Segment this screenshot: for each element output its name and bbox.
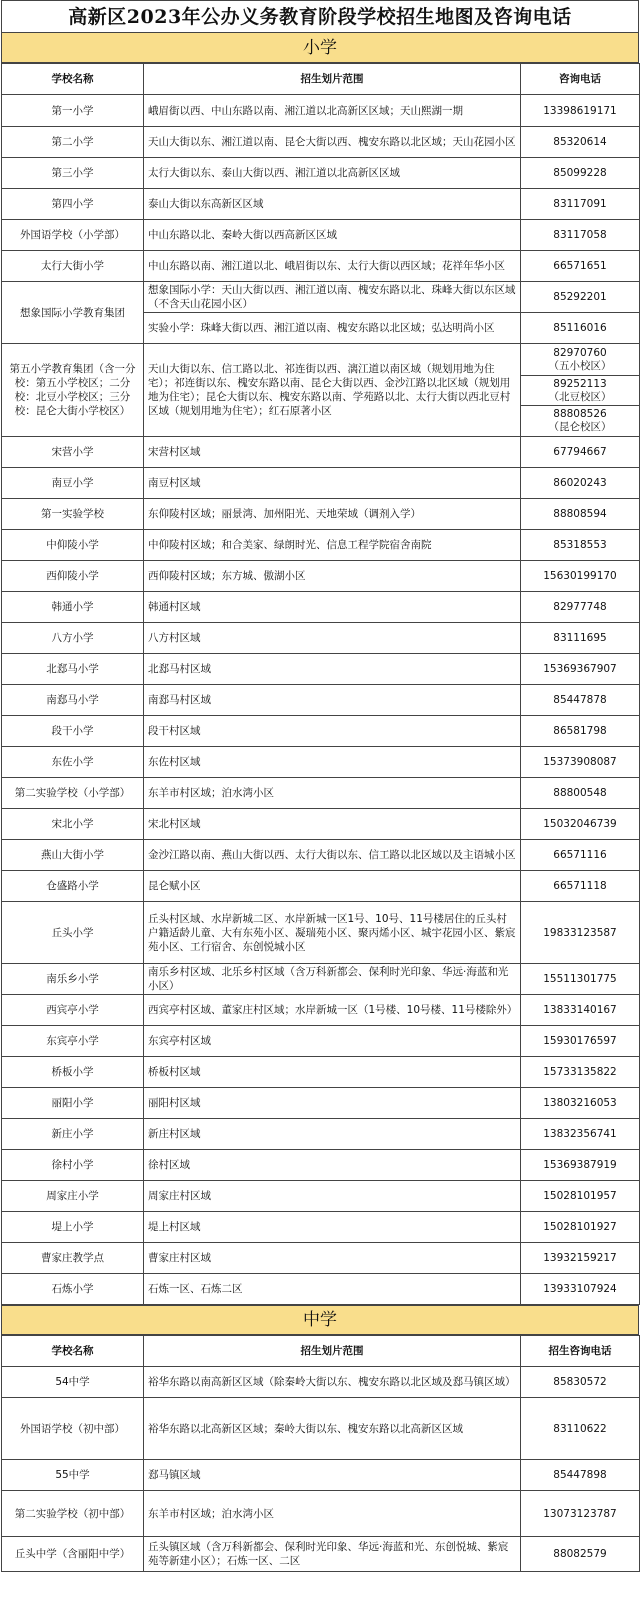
column-header-range: 招生划片范围 bbox=[144, 64, 521, 95]
table-row bbox=[2, 592, 640, 623]
section-header-primary: 小学 bbox=[1, 32, 639, 63]
table-row bbox=[2, 530, 640, 561]
consult-phone: 15369367907 bbox=[521, 654, 640, 685]
consult-phone: 85116016 bbox=[521, 313, 640, 344]
consult-phone: 85318553 bbox=[521, 530, 640, 561]
consult-phone bbox=[521, 345, 639, 375]
school-name: 段干小学 bbox=[2, 716, 144, 747]
consult-phone: 15028101927 bbox=[521, 1212, 640, 1243]
table-row bbox=[2, 1274, 640, 1305]
table-row bbox=[2, 344, 640, 437]
enrollment-range: 桥板村区域 bbox=[144, 1057, 521, 1088]
column-header-range: 招生划片范围 bbox=[144, 1336, 521, 1367]
section-header-middle: 中学 bbox=[1, 1305, 639, 1335]
table-row bbox=[2, 1537, 640, 1572]
table-row bbox=[2, 654, 640, 685]
consult-phone: 86581798 bbox=[521, 716, 640, 747]
consult-phone: 15930176597 bbox=[521, 1026, 640, 1057]
consult-phone: 15032046739 bbox=[521, 809, 640, 840]
page-title: 高新区2023年公办义务教育阶段学校招生地图及咨询电话 bbox=[1, 0, 639, 32]
enrollment-range: 石炼一区、石炼二区 bbox=[144, 1274, 521, 1305]
consult-phone: 13073123787 bbox=[521, 1491, 640, 1537]
enrollment-range: 东仰陵村区域；丽景湾、加州阳光、天地荣域（调剂入学） bbox=[144, 499, 521, 530]
table-row bbox=[2, 809, 640, 840]
enrollment-range: 西宾亭村区域、董家庄村区域；水岸新城一区（1号楼、10号楼、11号楼除外） bbox=[144, 995, 521, 1026]
school-name: 丽阳小学 bbox=[2, 1088, 144, 1119]
school-name: 仓盛路小学 bbox=[2, 871, 144, 902]
enrollment-range: 裕华东路以南高新区区域（除秦岭大街以东、槐安东路以北区域及郄马镇区域） bbox=[144, 1367, 521, 1398]
school-name: 新庄小学 bbox=[2, 1119, 144, 1150]
enrollment-range: 泰山大街以东高新区区域 bbox=[144, 189, 521, 220]
consult-phone: 13932159217 bbox=[521, 1243, 640, 1274]
enrollment-range: 昆仑赋小区 bbox=[144, 871, 521, 902]
consult-phone: 85447898 bbox=[521, 1460, 640, 1491]
table-row bbox=[2, 623, 640, 654]
school-name: 石炼小学 bbox=[2, 1274, 144, 1305]
school-name: 北郄马小学 bbox=[2, 654, 144, 685]
table-row bbox=[2, 964, 640, 995]
school-name: 南郄马小学 bbox=[2, 685, 144, 716]
consult-phone: 85320614 bbox=[521, 127, 640, 158]
table-row bbox=[2, 282, 640, 313]
phone-number: 89252113 bbox=[553, 377, 607, 390]
table-row bbox=[2, 499, 640, 530]
school-name: 堤上小学 bbox=[2, 1212, 144, 1243]
enrollment-range: 南郄马村区域 bbox=[144, 685, 521, 716]
school-name: 外国语学校（初中部） bbox=[2, 1398, 144, 1460]
school-name: 宋北小学 bbox=[2, 809, 144, 840]
consult-phone: 13398619171 bbox=[521, 95, 640, 127]
enrollment-range: 宋营村区域 bbox=[144, 437, 521, 468]
phone-campus-note: （五小校区） bbox=[548, 360, 612, 372]
table-row bbox=[2, 437, 640, 468]
school-name: 外国语学校（小学部） bbox=[2, 220, 144, 251]
enrollment-range: 实验小学：珠峰大街以西、湘江道以南、槐安东路以北区域；弘达明尚小区 bbox=[144, 313, 521, 344]
table-row bbox=[2, 1243, 640, 1274]
table-row bbox=[2, 561, 640, 592]
school-name: 丘头小学 bbox=[2, 902, 144, 964]
school-name: 东佐小学 bbox=[2, 747, 144, 778]
column-header-school: 学校名称 bbox=[2, 1336, 144, 1367]
enrollment-range: 东佐村区域 bbox=[144, 747, 521, 778]
consult-phone: 83117091 bbox=[521, 189, 640, 220]
school-name: 西仰陵小学 bbox=[2, 561, 144, 592]
consult-phone: 15511301775 bbox=[521, 964, 640, 995]
school-name: 周家庄小学 bbox=[2, 1181, 144, 1212]
enrollment-range: 周家庄村区域 bbox=[144, 1181, 521, 1212]
enrollment-range: 丽阳村区域 bbox=[144, 1088, 521, 1119]
table-row bbox=[2, 1460, 640, 1491]
table-row bbox=[2, 685, 640, 716]
consult-phone: 19833123587 bbox=[521, 902, 640, 964]
consult-phone: 66571118 bbox=[521, 871, 640, 902]
consult-phone: 13832356741 bbox=[521, 1119, 640, 1150]
enrollment-range: 郄马镇区域 bbox=[144, 1460, 521, 1491]
school-name: 第一小学 bbox=[2, 95, 144, 127]
consult-phone: 82977748 bbox=[521, 592, 640, 623]
consult-phone: 66571651 bbox=[521, 251, 640, 282]
table-row bbox=[2, 871, 640, 902]
table-row bbox=[2, 95, 640, 127]
consult-phone-group bbox=[521, 344, 640, 437]
school-name: 桥板小学 bbox=[2, 1057, 144, 1088]
table-row bbox=[2, 747, 640, 778]
table-row bbox=[2, 1057, 640, 1088]
consult-phone: 88808594 bbox=[521, 499, 640, 530]
enrollment-range: 新庄村区域 bbox=[144, 1119, 521, 1150]
school-name: 韩通小学 bbox=[2, 592, 144, 623]
enrollment-range: 南乐乡村区域、北乐乡村区域（含万科新都会、保利时光印象、华远·海蓝和光小区） bbox=[144, 964, 521, 995]
consult-phone: 85830572 bbox=[521, 1367, 640, 1398]
enrollment-range: 金沙江路以南、燕山大街以西、太行大街以东、信工路以北区域以及主语城小区 bbox=[144, 840, 521, 871]
consult-phone: 86020243 bbox=[521, 468, 640, 499]
consult-phone: 13833140167 bbox=[521, 995, 640, 1026]
school-name: 徐村小学 bbox=[2, 1150, 144, 1181]
school-name: 第二小学 bbox=[2, 127, 144, 158]
school-name: 第二实验学校（初中部） bbox=[2, 1491, 144, 1537]
school-name: 曹家庄教学点 bbox=[2, 1243, 144, 1274]
school-name: 八方小学 bbox=[2, 623, 144, 654]
enrollment-range: 丘头村区域、水岸新城二区、水岸新城一区1号、10号、11号楼居住的丘头村户籍适龄儿童、大有东苑小区、凝瑞苑小区、聚丙烯小区、城宇花园小区、紫宸苑小区、工行宿舍、东创悦城小区 bbox=[144, 902, 521, 964]
table-row bbox=[2, 1119, 640, 1150]
school-name: 54中学 bbox=[2, 1367, 144, 1398]
enrollment-range: 东宾亭村区域 bbox=[144, 1026, 521, 1057]
consult-phone: 15028101957 bbox=[521, 1181, 640, 1212]
table-row bbox=[2, 1367, 640, 1398]
table-row bbox=[2, 1212, 640, 1243]
school-name: 燕山大街小学 bbox=[2, 840, 144, 871]
consult-phone: 66571116 bbox=[521, 840, 640, 871]
enrollment-range: 中山东路以南、湘江道以北、峨眉街以东、太行大街以西区域；花祥年华小区 bbox=[144, 251, 521, 282]
enrollment-range: 峨眉街以西、中山东路以南、湘江道以北高新区区域；天山熙湖一期 bbox=[144, 95, 521, 127]
consult-phone: 15369387919 bbox=[521, 1150, 640, 1181]
table-row bbox=[2, 716, 640, 747]
table-row bbox=[2, 1398, 640, 1460]
school-name: 东宾亭小学 bbox=[2, 1026, 144, 1057]
enrollment-range: 八方村区域 bbox=[144, 623, 521, 654]
table-row bbox=[2, 840, 640, 871]
column-header-phone: 咨询电话 bbox=[521, 64, 640, 95]
consult-phone: 13933107924 bbox=[521, 1274, 640, 1305]
enrollment-range: 东羊市村区域；泊水湾小区 bbox=[144, 778, 521, 809]
school-name: 第四小学 bbox=[2, 189, 144, 220]
consult-phone: 85447878 bbox=[521, 685, 640, 716]
table-row bbox=[2, 995, 640, 1026]
school-name: 南乐乡小学 bbox=[2, 964, 144, 995]
phone-number: 88808526 bbox=[553, 407, 607, 420]
consult-phone: 13803216053 bbox=[521, 1088, 640, 1119]
consult-phone bbox=[521, 405, 639, 435]
consult-phone: 83117058 bbox=[521, 220, 640, 251]
enrollment-range: 东羊市村区域；泊水湾小区 bbox=[144, 1491, 521, 1537]
enrollment-range: 裕华东路以北高新区区域；秦岭大街以东、槐安东路以北高新区区域 bbox=[144, 1398, 521, 1460]
school-name: 太行大街小学 bbox=[2, 251, 144, 282]
consult-phone: 15733135822 bbox=[521, 1057, 640, 1088]
table-row bbox=[2, 1088, 640, 1119]
consult-phone: 85099228 bbox=[521, 158, 640, 189]
enrollment-range: 西仰陵村区域；东方城、傲湖小区 bbox=[144, 561, 521, 592]
table-row bbox=[2, 468, 640, 499]
school-name: 丘头中学（含丽阳中学） bbox=[2, 1537, 144, 1572]
table-header-row bbox=[2, 64, 640, 95]
column-header-phone: 招生咨询电话 bbox=[521, 1336, 640, 1367]
table-row bbox=[2, 251, 640, 282]
phone-campus-note: （昆仑校区） bbox=[548, 420, 612, 433]
table-row bbox=[2, 902, 640, 964]
enrollment-range: 天山大街以东、湘江道以南、昆仑大街以西、槐安东路以北区域；天山花园小区 bbox=[144, 127, 521, 158]
enrollment-range: 韩通村区域 bbox=[144, 592, 521, 623]
school-name: 55中学 bbox=[2, 1460, 144, 1491]
consult-phone bbox=[521, 375, 639, 405]
enrollment-range: 堤上村区域 bbox=[144, 1212, 521, 1243]
school-name: 想象国际小学教育集团 bbox=[2, 282, 144, 344]
school-name: 西宾亭小学 bbox=[2, 995, 144, 1026]
phone-number: 82970760 bbox=[553, 347, 607, 359]
school-name: 南豆小学 bbox=[2, 468, 144, 499]
enrollment-range: 北郄马村区域 bbox=[144, 654, 521, 685]
consult-phone: 15373908087 bbox=[521, 747, 640, 778]
enrollment-range: 曹家庄村区域 bbox=[144, 1243, 521, 1274]
consult-phone: 83111695 bbox=[521, 623, 640, 654]
middle-school-table bbox=[1, 1335, 640, 1572]
phone-campus-note: （北豆校区） bbox=[548, 390, 612, 403]
table-row bbox=[2, 1150, 640, 1181]
enrollment-range: 徐村区域 bbox=[144, 1150, 521, 1181]
enrollment-range: 中山东路以北、秦岭大街以西高新区区域 bbox=[144, 220, 521, 251]
enrollment-range: 丘头镇区域（含万科新都会、保利时光印象、华远·海蓝和光、东创悦城、紫宸苑等新建小区）；石炼一区、二区 bbox=[144, 1537, 521, 1572]
consult-phone: 88082579 bbox=[521, 1537, 640, 1572]
enrollment-range: 中仰陵村区域；和合美家、绿朗时光、信息工程学院宿舍南院 bbox=[144, 530, 521, 561]
school-name: 第五小学教育集团（含一分校：第五小学校区；二分校：北豆小学校区；三分校：昆仑大街小学校区） bbox=[2, 344, 144, 437]
enrollment-range: 太行大街以东、泰山大街以西、湘江道以北高新区区域 bbox=[144, 158, 521, 189]
consult-phone: 88800548 bbox=[521, 778, 640, 809]
consult-phone: 83110622 bbox=[521, 1398, 640, 1460]
table-row bbox=[2, 127, 640, 158]
school-name: 中仰陵小学 bbox=[2, 530, 144, 561]
primary-school-table bbox=[1, 63, 640, 1305]
consult-phone: 15630199170 bbox=[521, 561, 640, 592]
school-name: 第一实验学校 bbox=[2, 499, 144, 530]
school-name: 第二实验学校（小学部） bbox=[2, 778, 144, 809]
enrollment-range: 宋北村区域 bbox=[144, 809, 521, 840]
table-row bbox=[2, 1491, 640, 1537]
table-row bbox=[2, 1181, 640, 1212]
school-name: 第三小学 bbox=[2, 158, 144, 189]
table-row bbox=[2, 220, 640, 251]
table-row bbox=[2, 158, 640, 189]
enrollment-range: 天山大街以东、信工路以北、祁连街以西、漓江道以南区域（规划用地为住宅）；祁连街以东、槐安东路以南、昆仑大街以西、金沙江路以北区域（规划用地为住宅）；昆仑大街以东、槐安东路以南、学苑路以北、太行大街以西北豆村区域（规划用地为住宅）；红石原著小区 bbox=[144, 344, 521, 437]
enrollment-range: 南豆村区域 bbox=[144, 468, 521, 499]
table-row bbox=[2, 1026, 640, 1057]
table-row bbox=[2, 189, 640, 220]
enrollment-range: 段干村区域 bbox=[144, 716, 521, 747]
table-header-row bbox=[2, 1336, 640, 1367]
school-name: 宋营小学 bbox=[2, 437, 144, 468]
document bbox=[1, 0, 639, 1572]
consult-phone: 67794667 bbox=[521, 437, 640, 468]
column-header-school: 学校名称 bbox=[2, 64, 144, 95]
table-row bbox=[2, 778, 640, 809]
enrollment-range: 想象国际小学：天山大街以西、湘江道以南、槐安东路以北、珠峰大街以东区域（不含天山花园小区） bbox=[144, 282, 521, 313]
consult-phone: 85292201 bbox=[521, 282, 640, 313]
